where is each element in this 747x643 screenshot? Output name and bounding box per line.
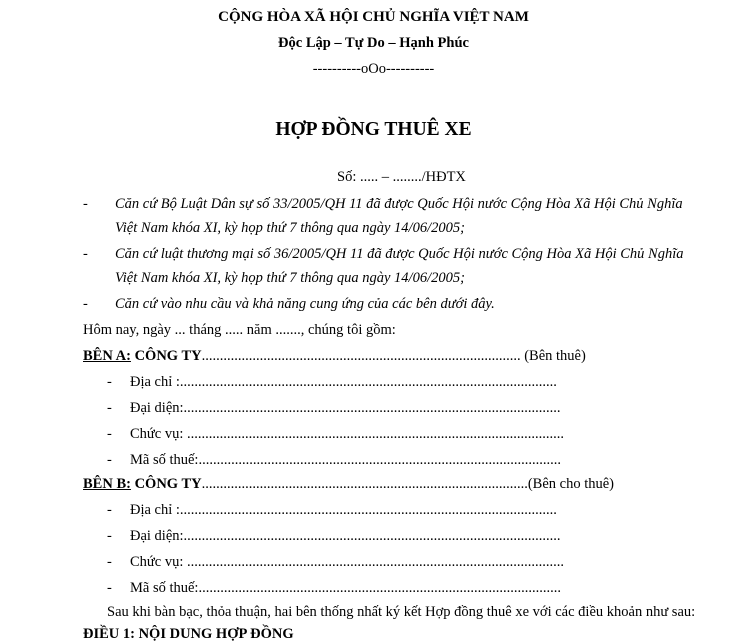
party-b-address: Địa chỉ :........................................................................................................ (130, 502, 557, 518)
party-a-company: CÔNG TY (130, 348, 202, 364)
separator: ----------oOo---------- (312, 61, 435, 77)
party-b-role: (Bên cho thuê) (527, 476, 615, 492)
party-b-heading (83, 475, 614, 493)
base-1-dash: - (83, 196, 88, 212)
party-b-dots: .......................................................................................... (201, 476, 528, 492)
base-2-dash: - (83, 246, 88, 262)
article-1-heading: ĐIỀU 1: NỘI DUNG HỢP ĐỒNG (83, 626, 294, 642)
party-b-company: CÔNG TY (130, 476, 202, 492)
party-b-tax-code: Mã số thuế:.................................................................................................... (130, 580, 561, 596)
party-a-heading (83, 347, 586, 365)
party-a-position-dash: - (107, 426, 112, 442)
party-a-representative: Đại diện:........................................................................................................ (130, 400, 561, 416)
document-title: HỢP ĐỒNG THUÊ XE (275, 119, 472, 140)
party-a-position: Chức vụ: ........................................................................................................ (130, 426, 564, 442)
party-a-tax-code: Mã số thuế:.................................................................................................... (130, 452, 561, 468)
nation-header: CỘNG HÒA XÃ HỘI CHỦ NGHĨA VIỆT NAM (218, 9, 529, 25)
motto: Độc Lập – Tự Do – Hạnh Phúc (278, 35, 469, 51)
party-b-label: BÊN B: (83, 476, 131, 492)
party-a-role: (Bên thuê) (520, 348, 586, 364)
party-b-address-dash: - (107, 502, 112, 518)
base-3-dash: - (83, 296, 88, 312)
contract-number: Số: ..... – ......../HĐTX (337, 169, 466, 185)
base-3-line-1: Căn cứ vào nhu cầu và khả năng cung ứng của các bên dưới đây. (115, 296, 495, 312)
party-a-dots: ........................................................................................ (201, 348, 521, 364)
party-a-representative-dash: - (107, 400, 112, 416)
party-b-representative: Đại diện:........................................................................................................ (130, 528, 561, 544)
party-a-address: Địa chỉ :........................................................................................................ (130, 374, 557, 390)
base-2-line-1: Căn cứ luật thương mại số 36/2005/QH 11 đã được Quốc Hội nước Cộng Hòa Xã Hội Chủ Nghĩa (115, 246, 684, 262)
party-b-tax-code-dash: - (107, 580, 112, 596)
party-b-position: Chức vụ: ........................................................................................................ (130, 554, 564, 570)
party-a-tax-code-dash: - (107, 452, 112, 468)
agreement-line: Sau khi bàn bạc, thỏa thuận, hai bên thống nhất ký kết Hợp đồng thuê xe với các điều khoản như sau: (107, 604, 696, 620)
party-a-address-dash: - (107, 374, 112, 390)
party-b-representative-dash: - (107, 528, 112, 544)
party-a-label: BÊN A: (83, 348, 131, 364)
base-1-line-2: Việt Nam khóa XI, kỳ họp thứ 7 thông qua ngày 14/06/2005; (115, 220, 465, 236)
base-1-line-1: Căn cứ Bộ Luật Dân sự số 33/2005/QH 11 đã được Quốc Hội nước Cộng Hòa Xã Hội Chủ Nghĩa (115, 196, 683, 212)
intro-line: Hôm nay, ngày ... tháng ..... năm ......., chúng tôi gồm: (83, 322, 396, 338)
party-b-position-dash: - (107, 554, 112, 570)
base-2-line-2: Việt Nam khóa XI, kỳ họp thứ 7 thông qua ngày 14/06/2005; (115, 270, 465, 286)
